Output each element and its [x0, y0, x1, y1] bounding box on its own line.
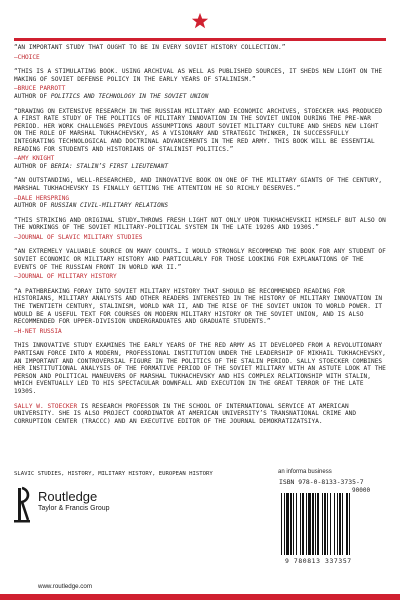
- review-quote: “A PATHBREAKING FORAY INTO SOVIET MILITARY HISTORY THAT SHOULD BE RECOMMENDED READING FOR HISTORIANS, MILITARY ANALYSTS AND OTHER READERS INTERESTED IN THE HISTORY OF MILITARY INNOVATION IN THE TWENTIETH CENTURY, STALINISM, WORLD WAR II, AND THE RISE OF THE SOVIET UNION TO WORLD POWER. IT WOULD BE A USEFUL TEXT FOR COURSES ON MODERN MILITARY HISTORY OR THE SOVIET UNION, AND IS ALSO RECOMMENDED FOR UPPER-DIVISION UNDERGRADUATES AND GRADUATE STUDENTS.”: [14, 287, 383, 326]
- reviewer-credit: AUTHOR OF BERIA: STALIN’S FIRST LIEUTENANT: [14, 162, 169, 170]
- review-attribution: —AMY KNIGHT: [14, 155, 55, 163]
- review-block: [14, 44, 386, 61]
- review-block: [14, 217, 386, 242]
- subject-categories: SLAVIC STUDIES, HISTORY, MILITARY HISTORY, EUROPEAN HISTORY: [14, 471, 213, 477]
- barcode-number: 9 780813 337357: [285, 557, 352, 565]
- review-attribution: —JOURNAL OF MILITARY HISTORY: [14, 273, 117, 281]
- review-block: [14, 248, 386, 280]
- review-quote: “AN OUTSTANDING, WELL-RESEARCHED, AND INNOVATIVE BOOK ON ONE OF THE MILITARY GIANTS OF THE CENTURY, MARSHAL TUKHACHEVSKY IS FINALLY GETTING THE ATTENTION HE SO RICHLY DESERVES.”: [14, 177, 383, 192]
- review-block: [14, 108, 386, 171]
- barcode-icon: [279, 493, 383, 555]
- review-attribution: —JOURNAL OF SLAVIC MILITARY STUDIES: [14, 233, 143, 241]
- back-cover-text: [14, 44, 386, 432]
- publisher-url[interactable]: www.routledge.com: [38, 583, 92, 590]
- review-quote: “THIS STRIKING AND ORIGINAL STUDY…THROWS FRESH LIGHT NOT ONLY UPON TUKHACHEVSKII HIMSELF BUT ALSO ON THE WORKINGS OF THE SOVIET MILITARY-POLITICAL SYSTEM IN THE LATE 1920S AND 1930S.”: [14, 216, 386, 232]
- reviewer-credit: AUTHOR OF POLITICS AND TECHNOLOGY IN THE SOVIET UNION: [14, 92, 209, 100]
- publisher-group: Taylor & Francis Group: [38, 505, 110, 512]
- author-bio-text: IS RESEARCH PROFESSOR IN THE SCHOOL OF INTERNATIONAL SERVICE AT AMERICAN UNIVERSITY. SHE IS ALSO PROJECT COORDINATOR AT AMERICAN UNIVERSITY’S TRANSNATIONAL CRIME AND CORRUPTION CENTER (TRACCC) AND AN EXECUTIVE EDITOR OF THE JOURNAL DEMOKRATIZATSIYA.: [14, 402, 357, 425]
- review-attribution: —H-NET RUSSIA: [14, 327, 62, 335]
- reviewer-credit: AUTHOR OF RUSSIAN CIVIL-MILITARY RELATIONS: [14, 202, 169, 210]
- review-attribution: —DALE HERSPRING: [14, 194, 70, 202]
- author-bio: [14, 403, 386, 426]
- review-block: [14, 68, 386, 100]
- review-attribution: —BRUCE PARROTT: [14, 85, 66, 93]
- review-attribution: —CHOICE: [14, 53, 40, 61]
- review-quote: “AN IMPORTANT STUDY THAT OUGHT TO BE IN EVERY SOVIET HISTORY COLLECTION.”: [14, 44, 286, 51]
- routledge-logo-icon: [12, 486, 32, 526]
- isbn-text: ISBN 978-0-8133-3735-7: [279, 478, 364, 486]
- review-quote: “AN EXTREMELY VALUABLE SOURCE ON MANY COUNTS… I WOULD STRONGLY RECOMMEND THE BOOK FOR ANY STUDENT OF SOVIET ECONOMIC OR MILITARY HISTORY AND PARTICULARLY FOR THOSE LOOKING FOR EXPLANATIONS OF THE EVENTS OF THE RUSSIAN FRONT IN WORLD WAR II.”: [14, 248, 386, 271]
- review-quote: “THIS IS A STIMULATING BOOK. USING ARCHIVAL AS WELL AS PUBLISHED SOURCES, IT SHEDS NEW LIGHT ON THE MAKING OF SOVIET DEFENSE POLICY IN THE EARLY YEARS OF STALINISM.”: [14, 68, 383, 83]
- review-block: [14, 288, 386, 336]
- red-star-icon: [191, 12, 209, 30]
- review-block: [14, 177, 386, 209]
- summary-text: THIS INNOVATIVE STUDY EXAMINES THE EARLY YEARS OF THE RED ARMY AS IT DEVELOPED FROM A REVOLUTIONARY PARTISAN FORCE INTO A MODERN, PROFESSIONAL INSTITUTION UNDER THE LEADERSHIP OF MIKHAIL TUKHACHEVSKY, AN IMPORTANT AND CONTROVERSIAL FIGURE IN THE POLITICS OF THE STALIN PERIOD. SALLY STOECKER COMBINES HER INSTITUTIONAL ANALYSIS OF THE FORMATIVE PERIOD OF THE SOVIET MILITARY WITH AN ASTUTE LOOK AT THE PERSON AND POLITICAL MANEUVERS OF MARSHAL TUKHACHEVSKY AND HIS COMPLEX RELATIONSHIP WITH STALIN, WHICH EVENTUALLY LED TO HIS SPECTACULAR DOWNFALL AND EXECUTION IN THE GREAT TERROR OF THE LATE 1930S.: [14, 342, 386, 395]
- book-summary: [14, 342, 386, 395]
- header-divider: [14, 38, 386, 41]
- footer-band: [0, 594, 400, 600]
- informa-tagline: an informa business: [278, 469, 332, 475]
- review-quote: “DRAWING ON EXTENSIVE RESEARCH IN THE RUSSIAN MILITARY AND ECONOMIC ARCHIVES, STOECKER HAS PRODUCED A FIRST RATE STUDY OF THE POLITICS OF MILITARY INNOVATION IN THE SOVIET UNION DURING THE PRE-WAR PERIOD. HER WORK CHALLENGES PREVIOUS ASSUMPTIONS ABOUT SOVIET MILITARY CULTURE AND SHEDS NEW LIGHT ON THE ROLE OF MARSHAL TUKHACHEVSKY, AS A VISIONARY AND STRATEGIC THINKER, IN SUCCESSFULLY INTEGRATING TECHNOLOGICAL AND DOCTRINAL ADVANCEMENTS IN THE RED ARMY. THIS BOOK WILL BE ESSENTIAL READING FOR STUDENTS AND HISTORIANS OF STALINIST POLITICS.”: [14, 107, 383, 153]
- author-name: SALLY W. STOECKER: [14, 402, 78, 410]
- price-code: 90000: [352, 487, 371, 494]
- publisher-name: Routledge: [38, 489, 98, 504]
